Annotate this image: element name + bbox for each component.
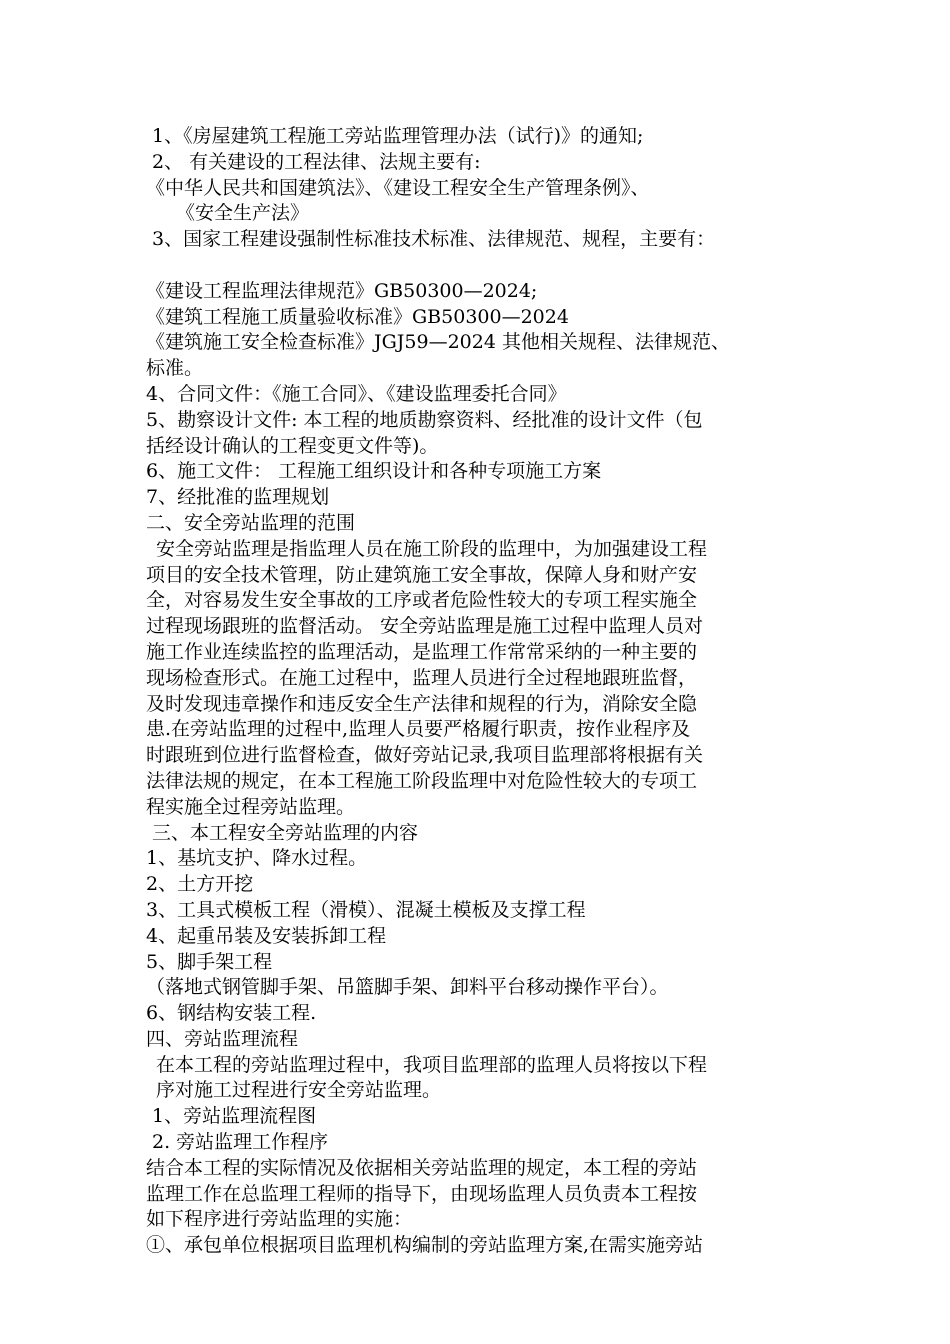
text-line: 项目的安全技术管理，防止建筑施工安全事故，保障人身和财产安 — [146, 563, 698, 586]
text-line: 时跟班到位进行监督检查，做好旁站记录,我项目监理部将根据有关 — [146, 744, 704, 767]
text-line: 《安全生产法》 — [176, 202, 310, 225]
text-line: 程实施全过程旁站监理。 — [146, 795, 356, 818]
text-line: 过程现场跟班的监督活动。 安全旁站监理是施工过程中监理人员对 — [146, 615, 704, 638]
text-line: 序对施工过程进行安全旁站监理。 — [156, 1079, 442, 1102]
text-line: 7、经批准的监理规划 — [146, 486, 330, 509]
text-line: 患.在旁站监理的过程中,监理人员要严格履行职责，按作业程序及 — [146, 718, 691, 741]
document-body — [146, 124, 836, 1259]
text-line: ①、承包单位根据项目监理机构编制的旁站监理方案,在需实施旁站 — [146, 1234, 704, 1257]
text-line: 标准。 — [146, 357, 204, 380]
text-line: 施工作业连续监控的监理活动，是监理工作常常采纳的一种主要的 — [146, 640, 698, 663]
blank-line — [146, 253, 836, 279]
text-line: 如下程序进行旁站监理的实施： — [146, 1208, 413, 1231]
text-line: 法律法规的规定，在本工程施工阶段监理中对危险性较大的专项工 — [146, 769, 698, 792]
section-heading: 三、本工程安全旁站监理的内容 — [152, 821, 419, 844]
text-line: 1、基坑支护、降水过程。 — [146, 847, 368, 870]
text-line: 监理工作在总监理工程师的指导下，由现场监理人员负责本工程按 — [146, 1182, 698, 1205]
text-line: 4、起重吊装及安装拆卸工程 — [146, 924, 387, 947]
text-line: 全，对容易发生安全事故的工序或者危险性较大的专项工程实施全 — [146, 589, 698, 612]
text-line: 括经设计确认的工程变更文件等)。 — [146, 434, 439, 457]
text-line: 2、 有关建设的工程法律、法规主要有: — [152, 150, 481, 173]
text-line: 《中华人民共和国建筑法》、《建设工程安全生产管理条例》、 — [146, 176, 650, 199]
text-line: 《建筑工程施工质量验收标准》GB50300—2024 — [146, 305, 569, 328]
section-heading: 二、安全旁站监理的范围 — [146, 511, 356, 534]
text-line: 安全旁站监理是指监理人员在施工阶段的监理中，为加强建设工程 — [156, 537, 708, 560]
text-line: 1、旁站监理流程图 — [152, 1105, 317, 1128]
text-line: 2. 旁站监理工作程序 — [152, 1131, 329, 1154]
text-line: 在本工程的旁站监理过程中，我项目监理部的监理人员将按以下程 — [156, 1053, 708, 1076]
text-line: （落地式钢管脚手架、吊篮脚手架、卸料平台移动操作平台）。 — [146, 976, 669, 999]
text-line: 6、施工文件： 工程施工组织设计和各种专项施工方案 — [146, 460, 602, 483]
text-line: 5、勘察设计文件: 本工程的地质勘察资料、经批准的设计文件（包 — [146, 408, 703, 431]
text-line: 结合本工程的实际情况及依据相关旁站监理的规定，本工程的旁站 — [146, 1156, 698, 1179]
text-line: 现场检查形式。在施工过程中，监理人员进行全过程地跟班监督， — [146, 666, 698, 689]
text-line: 5、脚手架工程 — [146, 950, 273, 973]
text-line: 4、合同文件：《施工合同》、《建设监理委托合同》 — [146, 382, 567, 405]
text-line: 及时发现违章操作和违反安全生产法律和规程的行为，消除安全隐 — [146, 692, 698, 715]
text-line: 《建设工程监理法律规范》GB50300—2024; — [146, 279, 538, 302]
text-line: 3、工具式模板工程（滑模）、混凝土模板及支撑工程 — [146, 898, 586, 921]
text-line: 《建筑施工安全检查标准》JGJ59—2024 其他相关规程、法律规范、 — [146, 331, 730, 354]
text-line: 2、土方开挖 — [146, 873, 254, 896]
text-line: 1、《房屋建筑工程施工旁站监理管理办法（试行)》的通知; — [152, 125, 644, 147]
section-heading: 四、旁站监理流程 — [146, 1027, 299, 1050]
text-line: 3、国家工程建设强制性标准技术标准、法律规范、规程，主要有： — [152, 228, 716, 251]
text-line: 6、钢结构安装工程. — [146, 1002, 317, 1025]
